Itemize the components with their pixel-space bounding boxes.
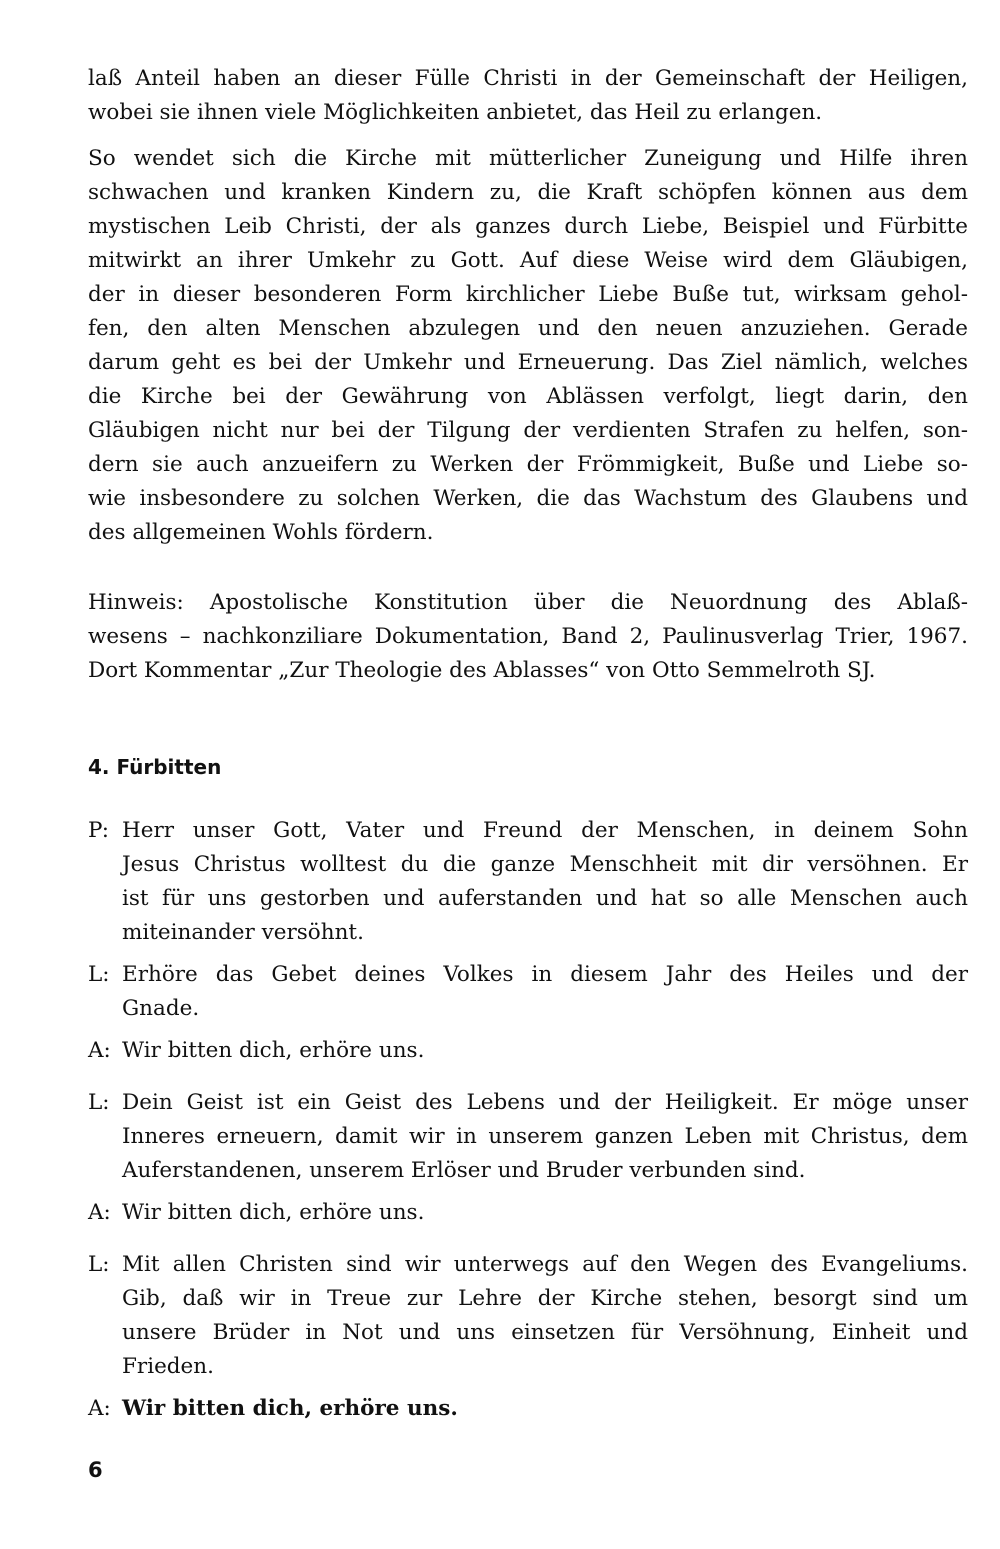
text-line: die Kirche bei der Gewährung von Ablässen verfolgt, liegt darin, den (88, 384, 968, 409)
section-heading: 4. Fürbitten (88, 755, 222, 779)
text-line: mitwirkt an ihrer Umkehr zu Gott. Auf diese Weise wird dem Gläubigen, (88, 248, 968, 273)
intro-paragraph (88, 62, 968, 130)
speaker-label: A: (88, 1038, 111, 1063)
speaker-label: L: (88, 1252, 110, 1277)
reference-note (88, 586, 968, 688)
text-line: unsere Brüder in Not und uns einsetzen für Versöhnung, Einheit und (122, 1320, 968, 1345)
prayer-block (88, 958, 968, 1026)
text-line: des allgemeinen Wohls fördern. (88, 520, 434, 545)
text-line: So wendet sich die Kirche mit mütterlicher Zuneigung und Hilfe ihren (88, 146, 968, 171)
text-line: mystischen Leib Christi, der als ganzes durch Liebe, Beispiel und Fürbitte (88, 214, 968, 239)
text-line: Dein Geist ist ein Geist des Lebens und der Heiligkeit. Er möge unser (122, 1090, 968, 1115)
speaker-label: L: (88, 1090, 110, 1115)
text-line: Jesus Christus wolltest du die ganze Menschheit mit dir versöhnen. Er (122, 852, 968, 877)
main-paragraph (88, 142, 968, 550)
text-line: Wir bitten dich, erhöre uns. (122, 1396, 458, 1421)
prayer-response (88, 1392, 968, 1426)
page-content (88, 62, 968, 1444)
page-number: 6 (88, 1458, 103, 1482)
text-line: Gläubigen nicht nur bei der Tilgung der verdienten Strafen zu helfen, son- (88, 418, 968, 443)
text-line: Wir bitten dich, erhöre uns. (122, 1038, 425, 1063)
text-line: wie insbesondere zu solchen Werken, die das Wachstum des Glaubens und (88, 486, 968, 511)
text-line: Dort Kommentar „Zur Theologie des Ablasses“ von Otto Semmelroth SJ. (88, 658, 876, 683)
text-line: Auferstandenen, unserem Erlöser und Bruder verbunden sind. (122, 1158, 806, 1183)
text-line: Wir bitten dich, erhöre uns. (122, 1200, 425, 1225)
text-line: Herr unser Gott, Vater und Freund der Menschen, in deinem Sohn (122, 818, 968, 843)
text-line: Frieden. (122, 1354, 214, 1379)
text-line: Gib, daß wir in Treue zur Lehre der Kirche stehen, besorgt sind um (122, 1286, 968, 1311)
text-line: Hinweis: Apostolische Konstitution über die Neuordnung des Ablaß- (88, 590, 968, 615)
speaker-label: L: (88, 962, 110, 987)
text-line: schwachen und kranken Kindern zu, die Kraft schöpfen können aus dem (88, 180, 968, 205)
text-line: wesens – nachkonziliare Dokumentation, Band 2, Paulinusverlag Trier, 1967. (88, 624, 968, 649)
text-line: wobei sie ihnen viele Möglichkeiten anbietet, das Heil zu erlangen. (88, 100, 823, 125)
text-line: Erhöre das Gebet deines Volkes in diesem Jahr des Heiles und der (122, 962, 968, 987)
text-line: ist für uns gestorben und auferstanden und hat so alle Menschen auch (122, 886, 968, 911)
text-line: dern sie auch anzueifern zu Werken der Frömmigkeit, Buße und Liebe so- (88, 452, 968, 477)
prayer-block (88, 814, 968, 950)
text-line: darum geht es bei der Umkehr und Erneuerung. Das Ziel nämlich, welches (88, 350, 968, 375)
text-line: Gnade. (122, 996, 200, 1021)
prayer-response (88, 1196, 968, 1230)
text-line: miteinander versöhnt. (122, 920, 364, 945)
speaker-label: P: (88, 818, 109, 843)
speaker-label: A: (88, 1200, 111, 1225)
speaker-label: A: (88, 1396, 111, 1421)
prayer-response (88, 1034, 968, 1068)
text-line: der in dieser besonderen Form kirchlicher Liebe Buße tut, wirksam gehol- (88, 282, 968, 307)
prayer-block (88, 1086, 968, 1188)
text-line: Inneres erneuern, damit wir in unserem ganzen Leben mit Christus, dem (122, 1124, 968, 1149)
prayer-block (88, 1248, 968, 1384)
text-line: fen, den alten Menschen abzulegen und den neuen anzuziehen. Gerade (88, 316, 968, 341)
text-line: laß Anteil haben an dieser Fülle Christi in der Gemeinschaft der Heiligen, (88, 66, 968, 91)
text-line: Mit allen Christen sind wir unterwegs auf den Wegen des Evangeliums. (122, 1252, 968, 1277)
